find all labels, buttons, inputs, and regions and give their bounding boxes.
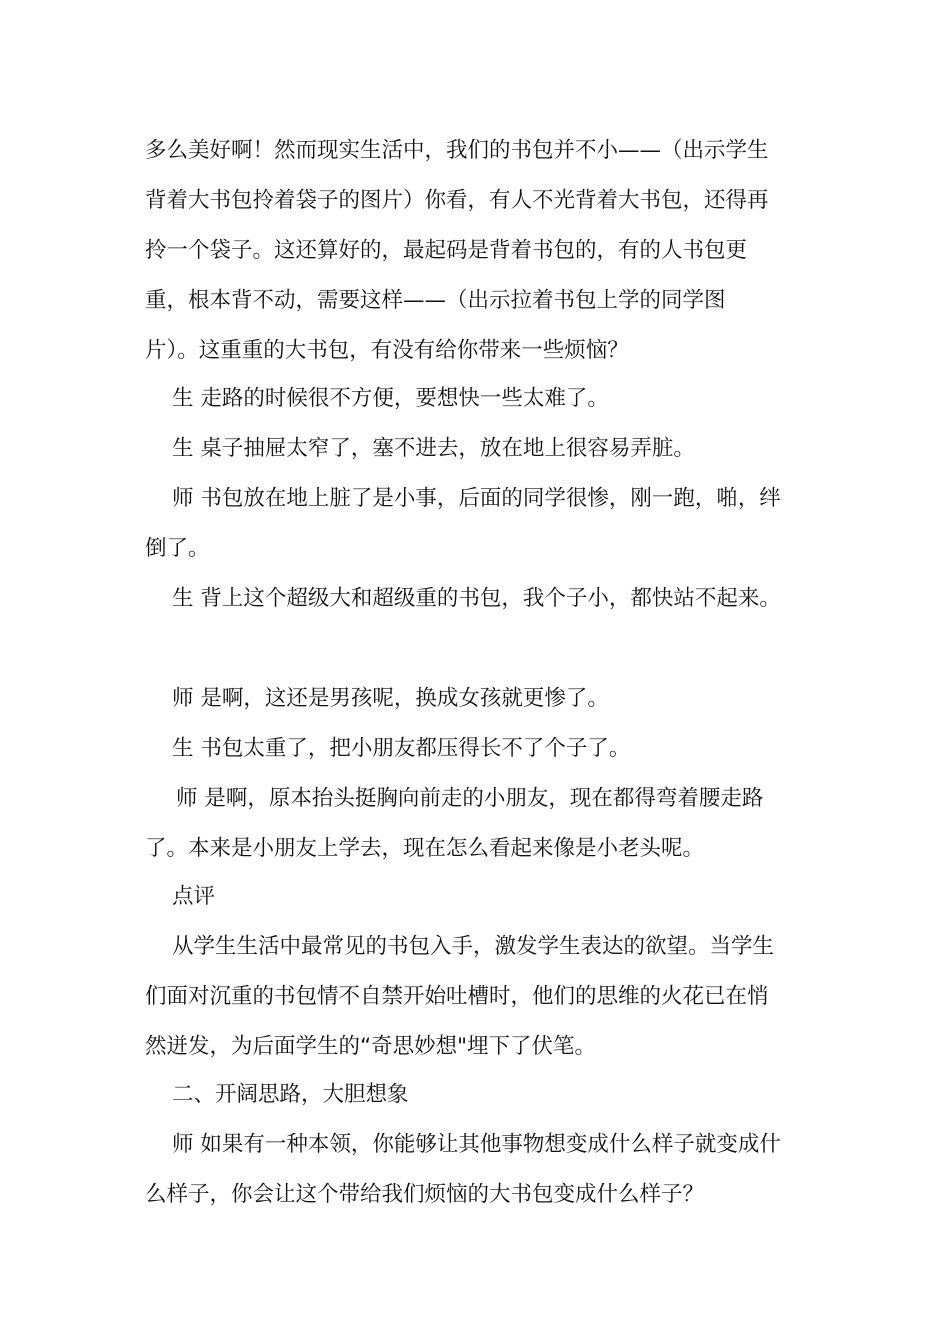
dialogue-line: 生 走路的时候很不方便，要想快一些太难了。 xyxy=(172,386,609,411)
paragraph-line: 么样子，你会让这个带给我们烦恼的大书包变成什么样子？ xyxy=(145,1182,705,1207)
paragraph-line: 重，根本背不动，需要这样——（出示拉着书包上学的同学图 xyxy=(145,288,726,313)
paragraph-line: 们面对沉重的书包情不自禁开始吐槽时，他们的思维的火花已在悄 xyxy=(145,984,769,1009)
dialogue-line: 师 是啊，原本抬头挺胸向前走的小朋友，现在都得弯着腰走路 xyxy=(176,786,764,811)
dialogue-line: 师 如果有一种本领，你能够让其他事物想变成什么样子就变成什 xyxy=(172,1132,781,1157)
paragraph-line: 了。本来是小朋友上学去，现在怎么看起来像是小老头呢。 xyxy=(145,836,705,861)
paragraph-line: 从学生生活中最常见的书包入手，激发学生表达的欲望。当学生 xyxy=(172,934,775,959)
paragraph-line: 背着大书包拎着袋子的图片）你看，有人不光背着大书包，还得再 xyxy=(145,188,769,213)
dialogue-line: 师 书包放在地上脏了是小事，后面的同学很惨，刚一跑，啪，绊 xyxy=(172,486,781,511)
paragraph-line: 多么美好啊！然而现实生活中，我们的书包并不小——（出示学生 xyxy=(145,138,769,163)
paragraph-line: 片）。这重重的大书包，有没有给你带来一些烦恼？ xyxy=(145,338,629,363)
dialogue-line: 生 桌子抽屉太窄了，塞不进去，放在地上很容易弄脏。 xyxy=(172,436,695,461)
paragraph-line: 然迸发，为后面学生的“奇思妙想"埋下了伏笔。 xyxy=(145,1034,597,1059)
paragraph-line: 倒了。 xyxy=(145,536,210,561)
dialogue-line: 师 是啊，这还是男孩呢，换成女孩就更惨了。 xyxy=(172,686,609,711)
section-label: 点评 xyxy=(172,884,216,909)
paragraph-line: 拎一个袋子。这还算好的，最起码是背着书包的，有的人书包更 xyxy=(145,238,748,263)
dialogue-line: 生 背上这个超级大和超级重的书包，我个子小，都快站不起来。 xyxy=(172,586,781,611)
dialogue-line: 生 书包太重了，把小朋友都压得长不了个子了。 xyxy=(172,736,631,761)
section-heading: 二、开阔思路，大胆想象 xyxy=(172,1082,409,1107)
